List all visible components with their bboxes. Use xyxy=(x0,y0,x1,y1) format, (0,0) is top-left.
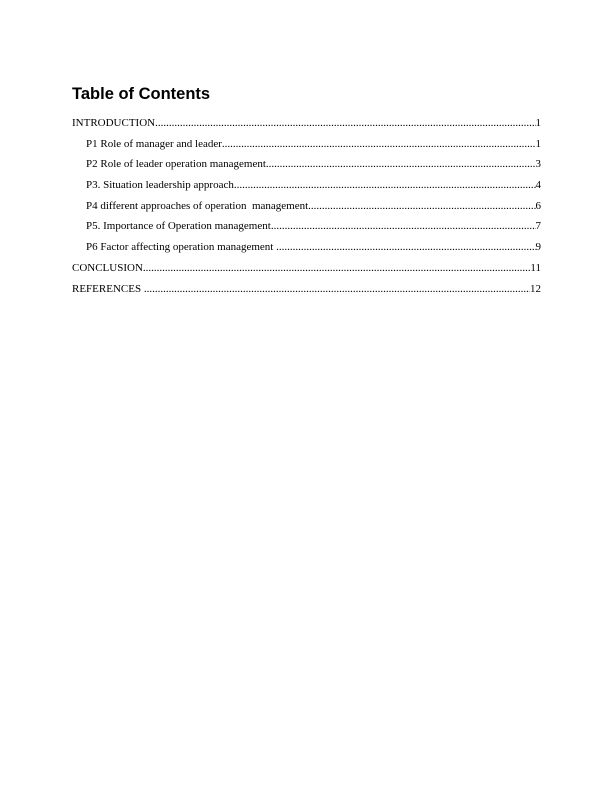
toc-entry-text: INTRODUCTION xyxy=(72,117,156,129)
toc-entry-text: CONCLUSION xyxy=(72,261,143,274)
toc-entry-text: REFERENCES xyxy=(72,282,144,295)
toc-dot-leader xyxy=(144,282,530,296)
toc-entry-text: P6 Factor affecting operation management xyxy=(86,241,277,254)
toc-entry-text: P1 Role of manager and leader xyxy=(86,137,222,150)
toc-entry-text: P3. Situation leadership approach xyxy=(86,179,234,192)
toc-list xyxy=(0,116,612,302)
toc-page-number: 9 xyxy=(535,241,541,254)
toc-dot-leader xyxy=(276,240,535,254)
toc-title: Table of Contents xyxy=(72,85,211,103)
toc-entry-p4[interactable] xyxy=(86,199,541,220)
toc-entry-text: P2 Role of leader operation management xyxy=(86,158,266,171)
toc-entry-p1[interactable] xyxy=(86,137,541,158)
toc-page-number: 6 xyxy=(535,199,541,212)
toc-dot-leader xyxy=(308,199,535,213)
toc-entry-p2[interactable] xyxy=(86,157,541,178)
toc-dot-leader xyxy=(271,219,536,233)
toc-entry-p3[interactable] xyxy=(86,178,541,199)
toc-dot-leader xyxy=(234,178,536,192)
toc-entry-conclusion[interactable] xyxy=(72,261,541,282)
toc-page-number: 7 xyxy=(535,220,541,233)
toc-entry-p6[interactable] xyxy=(86,240,541,261)
toc-page-number: 1 xyxy=(535,117,541,129)
toc-dot-leader xyxy=(222,137,536,151)
toc-page-number: 1 xyxy=(535,137,541,150)
toc-page-number: 11 xyxy=(530,261,541,274)
toc-entry-references[interactable] xyxy=(72,282,541,303)
toc-dot-leader xyxy=(143,261,531,275)
toc-dot-leader xyxy=(266,157,536,171)
toc-entry-text: P5. Importance of Operation management xyxy=(86,220,271,233)
toc-dot-leader xyxy=(155,116,535,130)
toc-page-number: 3 xyxy=(535,158,541,171)
toc-entry-p5[interactable] xyxy=(86,219,541,240)
toc-page-number: 12 xyxy=(530,282,541,295)
toc-page-number: 4 xyxy=(535,179,541,192)
toc-entry-introduction[interactable] xyxy=(72,116,541,137)
toc-entry-text: P4 different approaches of operation management xyxy=(86,199,309,212)
